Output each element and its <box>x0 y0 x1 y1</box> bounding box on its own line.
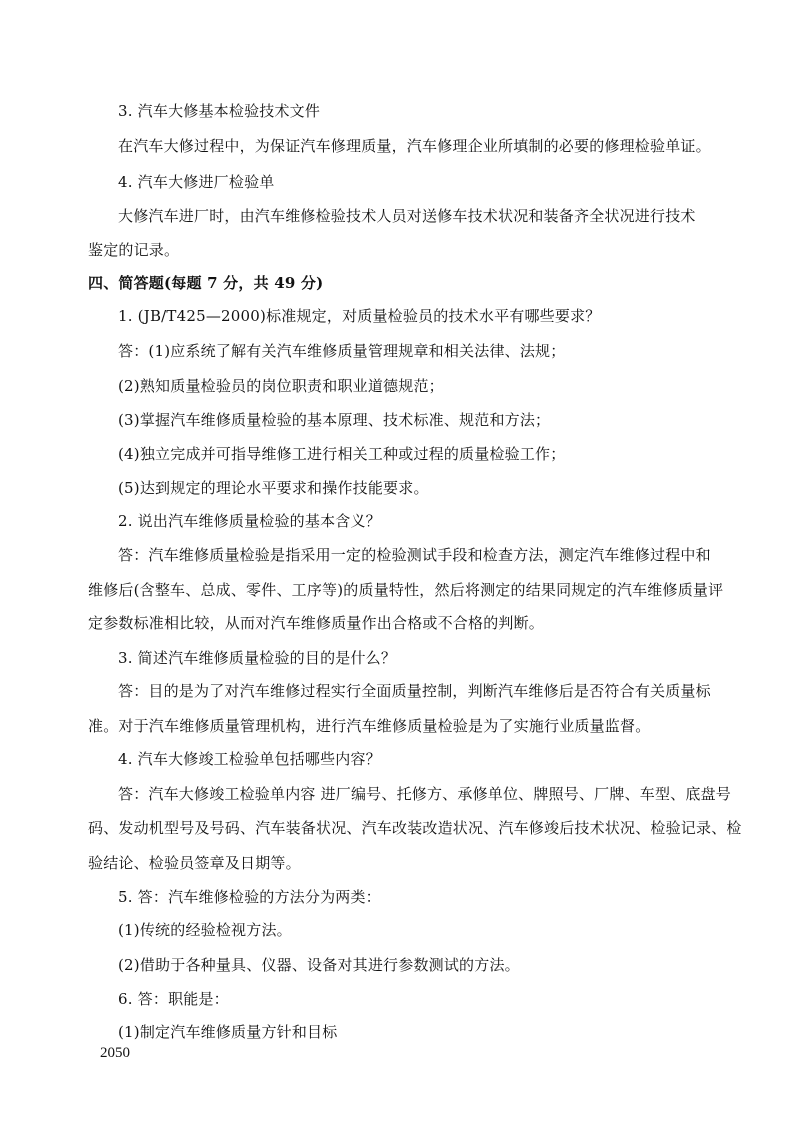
answer-2-line-2: 维修后(含整车、总成、零件、工序等)的质量特性，然后将测定的结果同规定的汽车维修质量评 <box>88 581 724 599</box>
answer-1-line-5: (5)达到规定的理论水平要求和操作技能要求。 <box>118 479 429 497</box>
answer-1-line-4: (4)独立完成并可指导维修工进行相关工种或过程的质量检验工作； <box>118 445 566 463</box>
answer-2-line-3: 定参数标准相比较，从而对汽车维修质量作出合格或不合格的判断。 <box>88 614 545 632</box>
answer-3-line-1: 答：目的是为了对汽车维修过程实行全面质量控制，判断汽车维修后是否符合有关质量标 <box>118 682 711 700</box>
answer-4-line-3: 验结论、检验员签章及日期等。 <box>88 854 301 872</box>
answer-3-line-2: 准。对于汽车维修质量管理机构，进行汽车维修质量检验是为了实施行业质量监督。 <box>88 717 651 735</box>
answer-5-item-2: (2)借助于各种量具、仪器、设备对其进行参数测试的方法。 <box>118 956 520 974</box>
answer-6-item-1: (1)制定汽车维修质量方针和目标 <box>118 1023 338 1041</box>
answer-1-line-3: (3)掌握汽车维修质量检验的基本原理、技术标准、规范和方法； <box>118 411 551 429</box>
answer-5-intro: 5. 答：汽车维修检验的方法分为两类： <box>118 888 381 906</box>
answer-2-line-1: 答：汽车维修质量检验是指采用一定的检验测试手段和检查方法，测定汽车维修过程中和 <box>118 546 711 564</box>
item-3-definition: 在汽车大修过程中，为保证汽车修理质量，汽车修理企业所填制的必要的修理检验单证。 <box>118 137 711 155</box>
item-4-definition-line-2: 鉴定的记录。 <box>88 241 180 259</box>
answer-6-intro: 6. 答：职能是： <box>118 990 229 1008</box>
item-4-title: 4. 汽车大修进厂检验单 <box>118 173 275 191</box>
question-1: 1. (JB/T425—2000)标准规定，对质量检验员的技术水平有哪些要求？ <box>118 307 601 325</box>
item-4-definition-line-1: 大修汽车进厂时，由汽车维修检验技术人员对送修车技术状况和装备齐全状况进行技术 <box>118 207 696 225</box>
question-2: 2. 说出汽车维修质量检验的基本含义？ <box>118 512 381 530</box>
question-4: 4. 汽车大修竣工检验单包括哪些内容？ <box>118 750 381 768</box>
answer-1-line-1: 答：(1)应系统了解有关汽车维修质量管理规章和相关法律、法规； <box>118 342 566 360</box>
section-heading: 四、简答题(每题 7 分，共 49 分) <box>88 274 324 292</box>
item-3-title: 3. 汽车大修基本检验技术文件 <box>118 102 321 120</box>
question-3: 3. 简述汽车维修质量检验的目的是什么？ <box>118 649 397 667</box>
answer-4-line-2: 码、发动机型号及号码、汽车装备状况、汽车改装改造状况、汽车修竣后技术状况、检验记录、检 <box>88 819 742 837</box>
answer-5-item-1: (1)传统的经验检视方法。 <box>118 921 292 939</box>
answer-1-line-2: (2)熟知质量检验员的岗位职责和职业道德规范； <box>118 377 444 395</box>
answer-4-line-1: 答：汽车大修竣工检验单内容 进厂编号、托修方、承修单位、牌照号、厂牌、车型、底盘号 <box>118 785 731 803</box>
page-number: 2050 <box>100 1045 130 1061</box>
